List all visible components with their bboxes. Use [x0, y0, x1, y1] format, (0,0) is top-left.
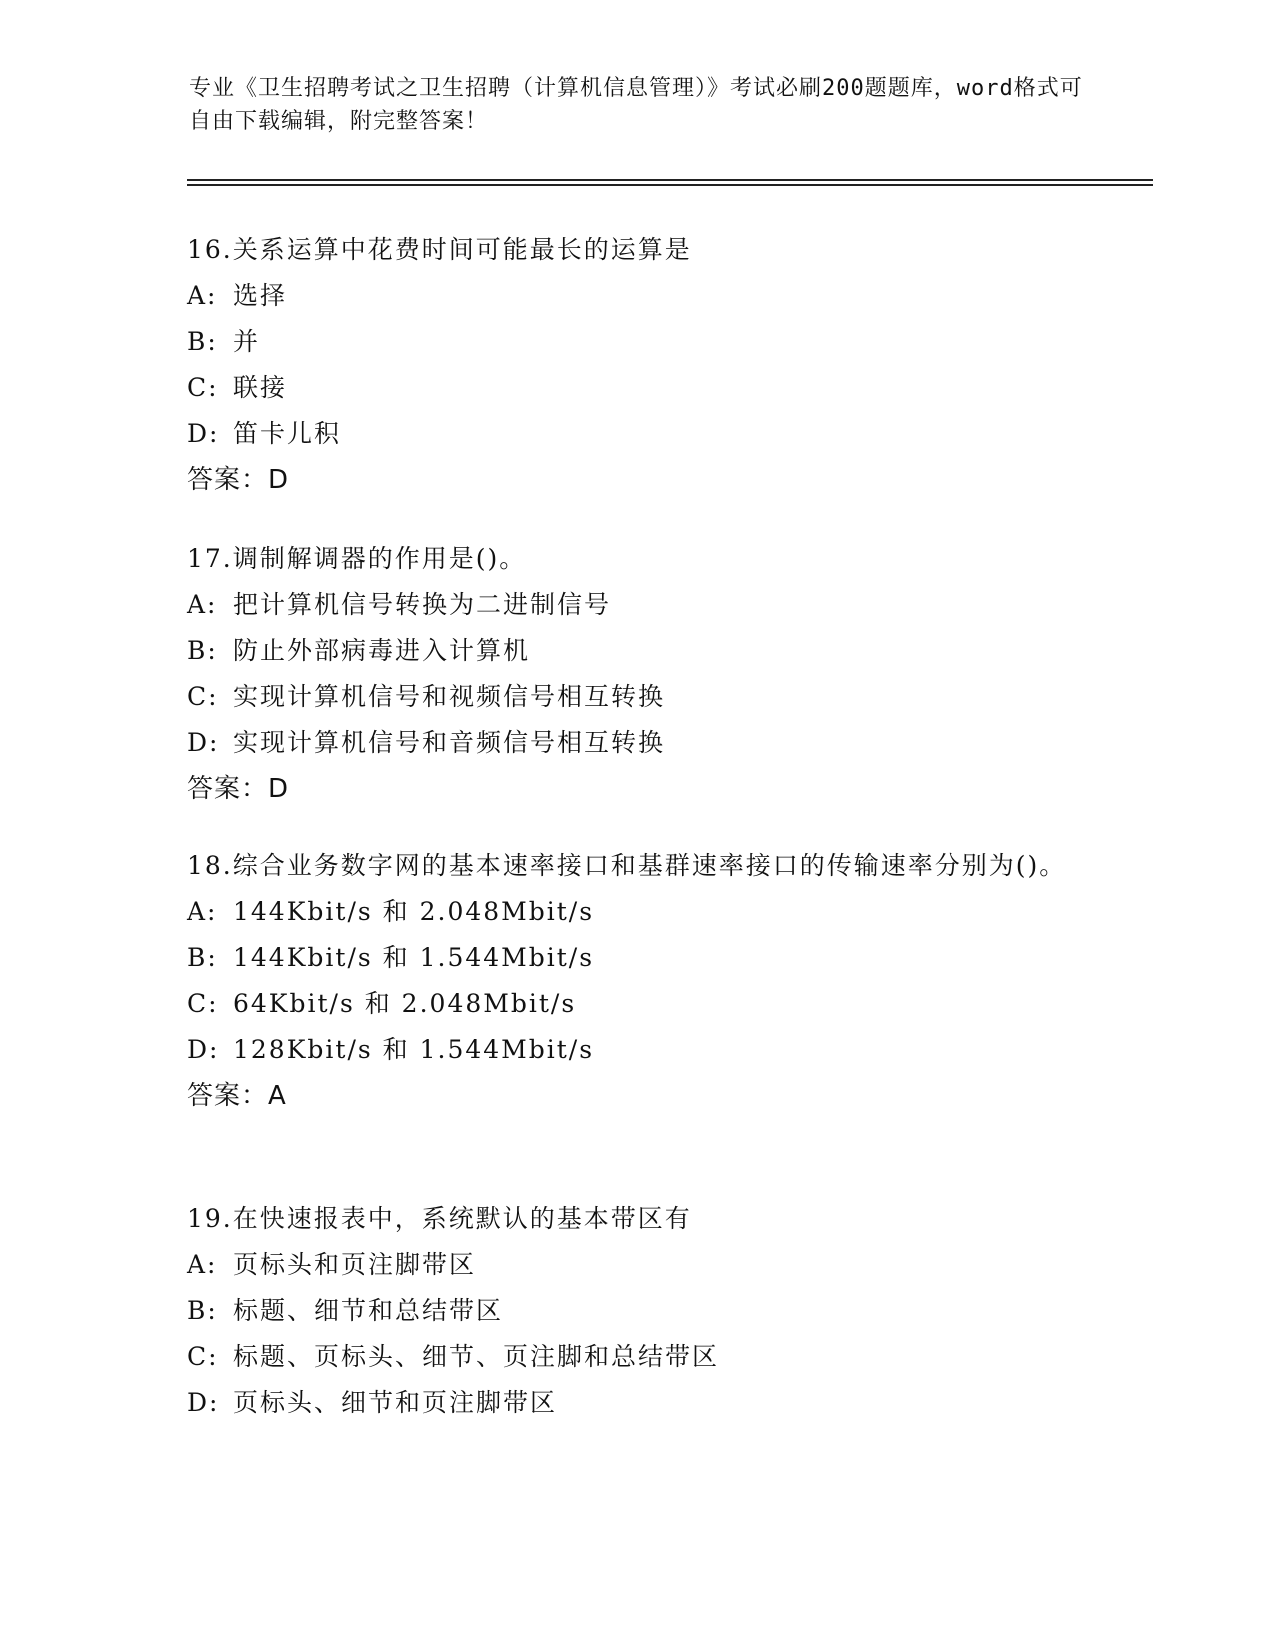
option-letter: A: — [187, 281, 218, 310]
question-18 — [187, 843, 1147, 1119]
option-letter: A: — [187, 1250, 218, 1279]
option-a — [187, 582, 1147, 628]
option-b — [187, 319, 1147, 365]
answer-label: 答案：D — [187, 774, 290, 804]
option-a — [187, 1242, 1147, 1288]
option-letter: C: — [187, 989, 219, 1018]
option-text: 笛卡儿积 — [233, 419, 342, 448]
option-d — [187, 720, 1147, 766]
option-text: 选择 — [233, 281, 288, 310]
document-header: 专业《卫生招聘考试之卫生招聘（计算机信息管理）》考试必刷200题题库，word格式可自由下载编辑，附完整答案！ — [189, 76, 1083, 134]
question-17 — [187, 536, 1147, 812]
option-c — [187, 1334, 1147, 1380]
answer-label: 答案：A — [187, 1081, 287, 1111]
option-letter: A: — [187, 897, 218, 926]
question-stem: 19.在快速报表中，系统默认的基本带区有 — [187, 1204, 692, 1233]
option-text: 标题、细节和总结带区 — [233, 1296, 504, 1325]
option-text: 防止外部病毒进入计算机 — [233, 636, 531, 665]
option-text: 页标头和页注脚带区 — [233, 1250, 477, 1279]
option-text: 把计算机信号转换为二进制信号 — [233, 590, 612, 619]
question-stem: 17.调制解调器的作用是()。 — [187, 544, 527, 573]
option-letter: C: — [187, 1342, 219, 1371]
option-letter: C: — [187, 373, 219, 402]
header-divider-bottom — [187, 184, 1153, 186]
option-letter: B: — [187, 327, 218, 356]
option-b — [187, 1288, 1147, 1334]
option-text: 144Kbit/s 和 2.048Mbit/s — [233, 897, 595, 926]
question-stem: 16.关系运算中花费时间可能最长的运算是 — [187, 235, 692, 264]
option-letter: A: — [187, 590, 218, 619]
option-letter: C: — [187, 682, 219, 711]
option-letter: D: — [187, 1388, 220, 1417]
option-letter: D: — [187, 419, 220, 448]
option-text: 实现计算机信号和音频信号相互转换 — [233, 728, 666, 757]
option-letter: B: — [187, 1296, 218, 1325]
option-d — [187, 411, 1147, 457]
option-letter: B: — [187, 943, 218, 972]
option-b — [187, 935, 1147, 981]
option-a — [187, 889, 1147, 935]
option-c — [187, 365, 1147, 411]
option-c — [187, 674, 1147, 720]
option-text: 并 — [233, 327, 261, 356]
option-letter: B: — [187, 636, 218, 665]
answer-label: 答案：D — [187, 465, 290, 495]
option-d — [187, 1027, 1147, 1073]
option-letter: D: — [187, 1035, 220, 1064]
option-a — [187, 273, 1147, 319]
option-c — [187, 981, 1147, 1027]
question-16 — [187, 227, 1147, 503]
option-b — [187, 628, 1147, 674]
option-text: 标题、页标头、细节、页注脚和总结带区 — [233, 1342, 720, 1371]
option-text: 页标头、细节和页注脚带区 — [233, 1388, 558, 1417]
option-text: 128Kbit/s 和 1.544Mbit/s — [233, 1035, 595, 1064]
question-19 — [187, 1196, 1147, 1426]
option-letter: D: — [187, 728, 220, 757]
header-divider-top — [187, 179, 1153, 181]
option-text: 64Kbit/s 和 2.048Mbit/s — [233, 989, 577, 1018]
option-text: 144Kbit/s 和 1.544Mbit/s — [233, 943, 595, 972]
option-text: 联接 — [233, 373, 288, 402]
option-d — [187, 1380, 1147, 1426]
question-stem: 18.综合业务数字网的基本速率接口和基群速率接口的传输速率分别为()。 — [187, 851, 1067, 880]
option-text: 实现计算机信号和视频信号相互转换 — [233, 682, 666, 711]
